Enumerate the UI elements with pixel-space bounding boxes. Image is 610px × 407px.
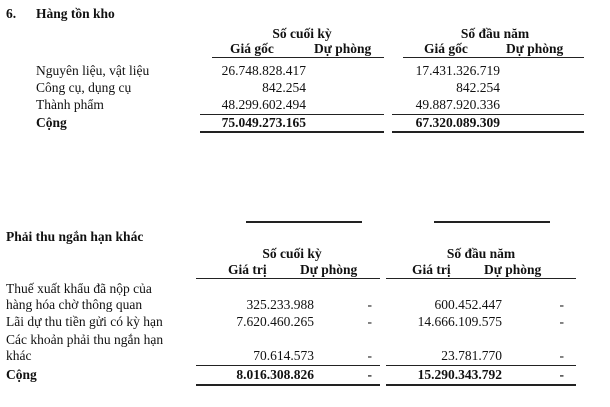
group-header-end-period: Số cuối kỳ — [272, 26, 332, 41]
total-double-rule — [200, 131, 384, 133]
cell-dash: - — [559, 348, 564, 363]
cell-value: 842.254 — [262, 80, 306, 95]
cell-dash: - — [367, 297, 372, 312]
column-header-value: Giá trị — [412, 262, 451, 277]
column-header-provision: Dự phòng — [506, 41, 564, 56]
total-dash: - — [367, 367, 372, 382]
cell-value: 70.614.573 — [253, 348, 314, 363]
row-label-line: Các khoản phải thu ngắn hạn — [6, 332, 164, 347]
total-value: 75.049.273.165 — [221, 115, 306, 130]
cell-value: 49.887.920.336 — [415, 97, 500, 112]
cell-value: 842.254 — [456, 80, 500, 95]
total-double-rule — [196, 384, 380, 386]
section-number: 6. — [6, 6, 17, 21]
column-header-cost: Giá gốc — [424, 41, 468, 56]
total-double-rule — [386, 384, 576, 386]
group-header-start-year: Số đầu năm — [446, 246, 516, 261]
total-dash: - — [559, 367, 564, 382]
total-value: 15.290.343.792 — [417, 367, 502, 382]
total-double-rule — [392, 131, 584, 133]
row-label-line: khác — [6, 348, 32, 363]
section-separator — [246, 221, 362, 223]
cell-value: 26.748.828.417 — [221, 63, 306, 78]
cell-dash: - — [367, 314, 372, 329]
total-rule — [196, 365, 380, 366]
cell-value: 17.431.326.719 — [415, 63, 500, 78]
section-separator — [434, 221, 550, 223]
section-title-receivables: Phải thu ngắn hạn khác — [6, 229, 144, 244]
row-label: Nguyên liệu, vật liệu — [36, 63, 150, 78]
row-label-line: Lãi dự thu tiền gửi có kỳ hạn — [6, 314, 163, 329]
column-header-provision: Dự phòng — [300, 262, 358, 277]
row-label: Công cụ, dụng cụ — [36, 80, 132, 95]
column-header-cost: Giá gốc — [230, 41, 274, 56]
cell-value: 48.299.602.494 — [221, 97, 306, 112]
column-header-provision: Dự phòng — [484, 262, 542, 277]
section-title-inventory: Hàng tồn kho — [36, 6, 115, 21]
cell-value: 23.781.770 — [441, 348, 502, 363]
cell-value: 325.233.988 — [246, 297, 314, 312]
total-rule — [386, 365, 576, 366]
row-label-line: hàng hóa chờ thông quan — [6, 297, 143, 312]
header-underline — [212, 57, 384, 58]
header-underline — [403, 57, 584, 58]
group-header-start-year: Số đầu năm — [460, 26, 530, 41]
cell-dash: - — [559, 314, 564, 329]
cell-dash: - — [559, 297, 564, 312]
cell-value: 7.620.460.265 — [236, 314, 314, 329]
column-header-provision: Dự phòng — [314, 41, 372, 56]
total-value: 67.320.089.309 — [415, 115, 500, 130]
total-label: Cộng — [36, 115, 67, 130]
cell-dash: - — [367, 348, 372, 363]
total-label: Cộng — [6, 367, 37, 382]
cell-value: 600.452.447 — [434, 297, 502, 312]
column-header-value: Giá trị — [228, 262, 267, 277]
row-label: Thành phẩm — [36, 97, 104, 112]
header-underline — [196, 278, 380, 279]
header-underline — [386, 278, 576, 279]
cell-value: 14.666.109.575 — [417, 314, 502, 329]
total-value: 8.016.308.826 — [236, 367, 314, 382]
group-header-end-period: Số cuối kỳ — [262, 246, 322, 261]
row-label-line: Thuế xuất khẩu đã nộp của — [6, 281, 152, 296]
